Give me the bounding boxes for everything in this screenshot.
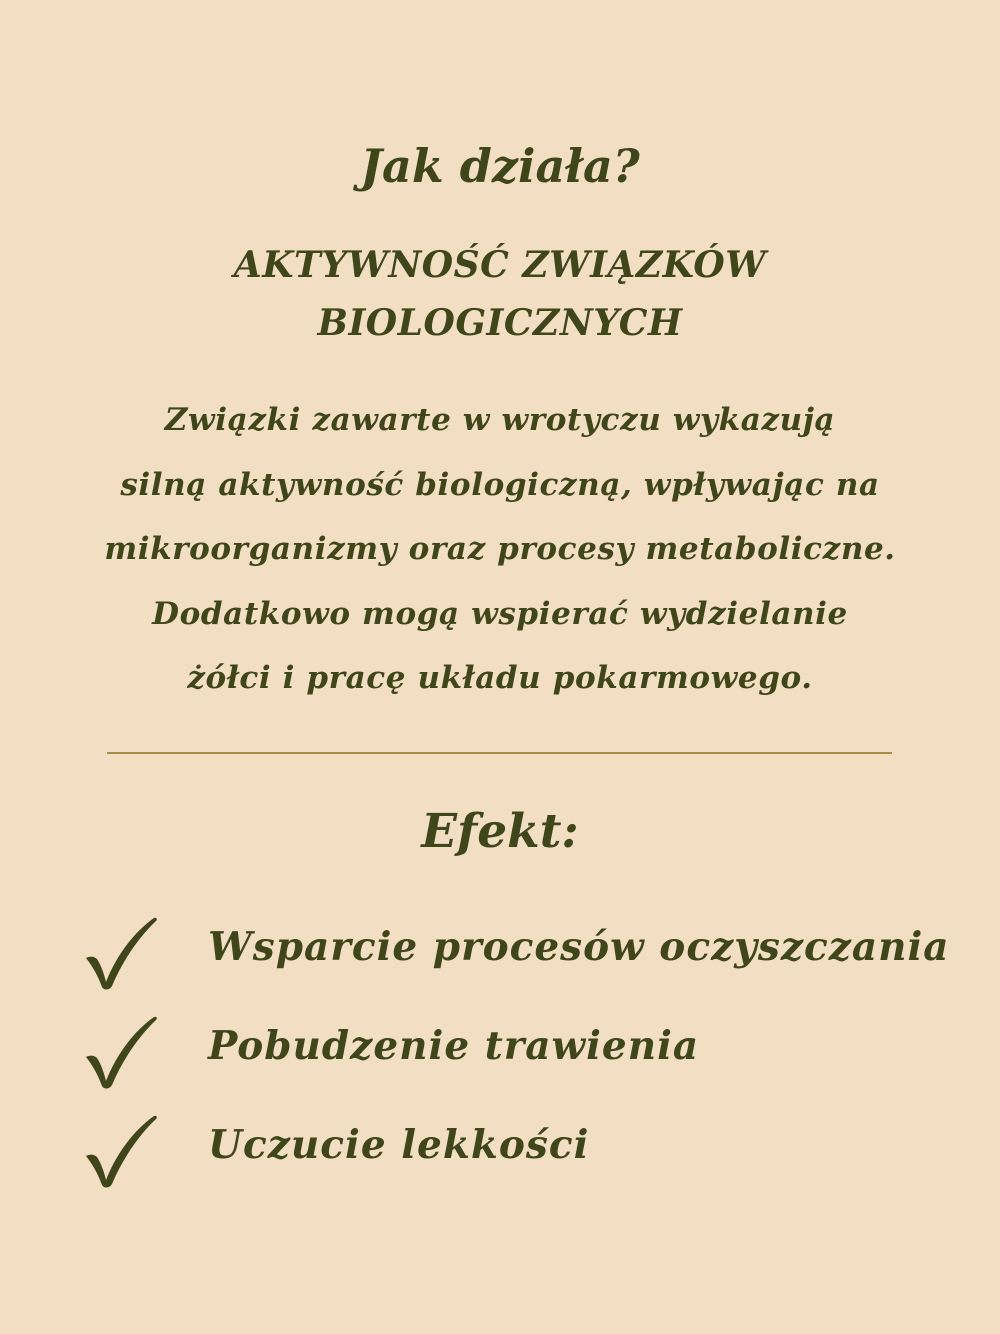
page-title: Jak działa? bbox=[360, 139, 640, 193]
subtitle-line: AKTYWNOŚĆ ZWIĄZKÓW bbox=[233, 244, 767, 286]
checkmark-icon bbox=[80, 912, 160, 992]
checkmark-icon bbox=[80, 1011, 160, 1091]
effect-heading: Efekt: bbox=[421, 804, 579, 859]
description-line: Związki zawarte w wrotyczu wykazują bbox=[164, 402, 836, 438]
effect-label: Pobudzenie trawienia bbox=[208, 1023, 700, 1069]
effect-item bbox=[80, 1110, 980, 1200]
description-line: mikroorganizmy oraz procesy metaboliczne. bbox=[104, 531, 896, 567]
subtitle-line: BIOLOGICZNYCH bbox=[317, 302, 683, 344]
checkmark-icon bbox=[80, 1110, 160, 1190]
effect-label: Wsparcie procesów oczyszczania bbox=[208, 924, 950, 970]
description-line: Dodatkowo mogą wspierać wydzielanie bbox=[152, 595, 848, 632]
effect-item bbox=[80, 1011, 980, 1101]
effect-label: Uczucie lekkości bbox=[208, 1122, 590, 1168]
description-line: żółci i pracę układu pokarmowego. bbox=[187, 660, 813, 696]
description-line: silną aktywność biologiczną, wpływając na bbox=[120, 466, 880, 503]
effect-item bbox=[80, 912, 980, 1002]
